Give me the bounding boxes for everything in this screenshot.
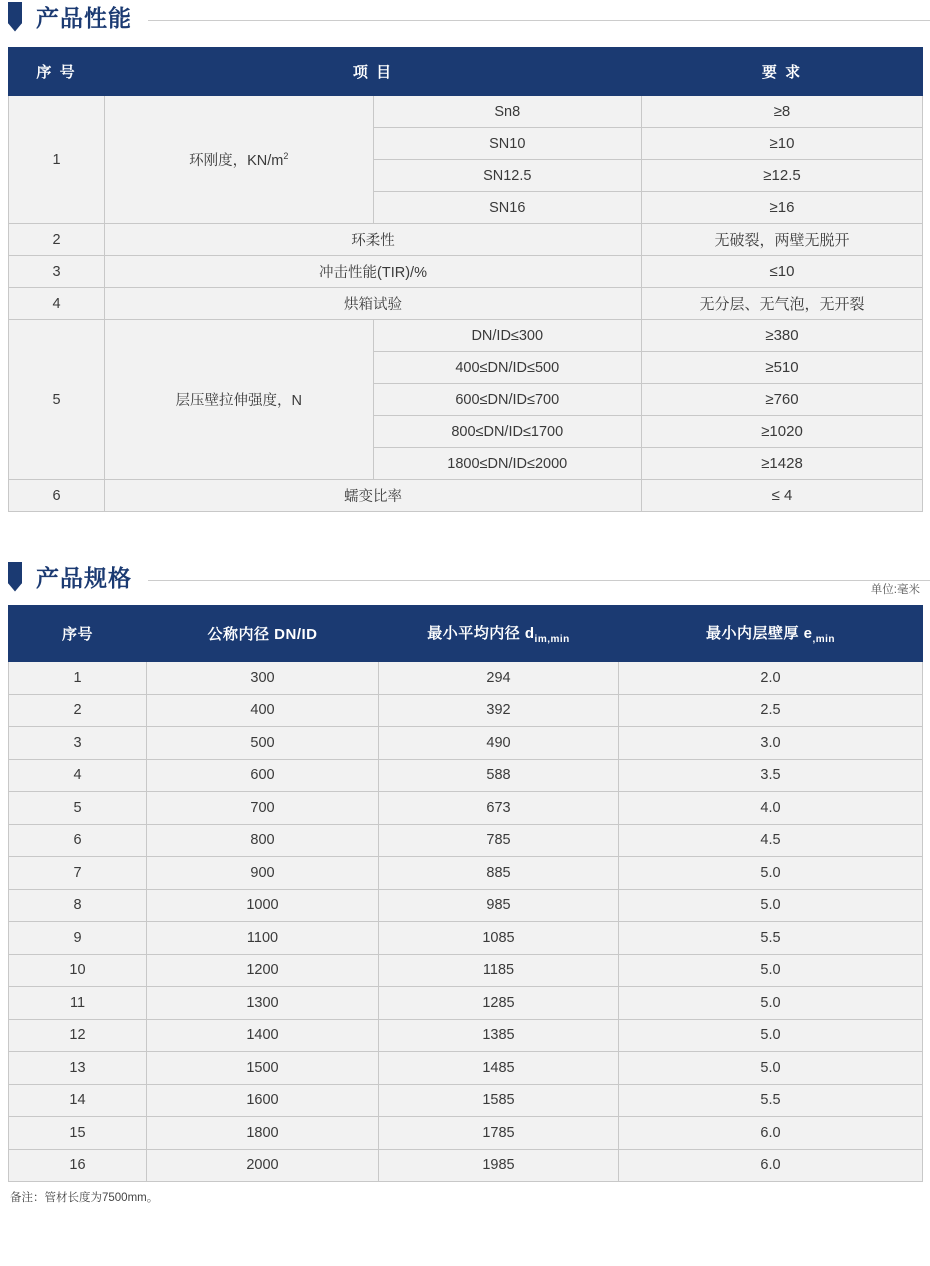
spec-row-index: 9 [9, 922, 147, 955]
spec-row-index: 16 [9, 1149, 147, 1182]
specification-table [8, 605, 923, 1182]
spec-row-index: 8 [9, 889, 147, 922]
row-item-text: 环刚度，KN/m [189, 153, 284, 169]
spec-row-dim: 1085 [379, 922, 619, 955]
spec-row-index: 12 [9, 1019, 147, 1052]
table-row [9, 662, 923, 695]
spec-row-index: 11 [9, 987, 147, 1020]
spec-row-e: 5.5 [619, 1084, 923, 1117]
row-requirement: ≥10 [642, 128, 923, 160]
spec-row-dim: 1185 [379, 954, 619, 987]
unit-note: 单位:毫米 [870, 584, 920, 596]
spec-row-dn: 700 [147, 792, 379, 825]
spec-row-index: 3 [9, 727, 147, 760]
spec-row-dim: 588 [379, 759, 619, 792]
spec-row-e: 4.5 [619, 824, 923, 857]
header-divider [148, 20, 930, 21]
spec-row-dim: 1285 [379, 987, 619, 1020]
spec-row-index: 7 [9, 857, 147, 890]
table-row [9, 1084, 923, 1117]
spec-row-e: 5.0 [619, 987, 923, 1020]
row-item: 冲击性能(TIR)/% [105, 256, 642, 288]
row-requirement: ≤ 4 [642, 480, 923, 512]
specification-footnote: 备注：管材长度为7500mm。 [10, 1192, 159, 1204]
row-subitem: 600≤DN/ID≤700 [373, 384, 642, 416]
performance-title: 产品性能 [36, 5, 132, 31]
spec-row-dn: 2000 [147, 1149, 379, 1182]
spec-col-c2-main: 最小平均内径 d [427, 625, 535, 642]
table-row [9, 954, 923, 987]
spec-row-dim: 785 [379, 824, 619, 857]
table-row [9, 1149, 923, 1182]
row-item: 蠕变比率 [105, 480, 642, 512]
table-row [9, 727, 923, 760]
row-requirement: ≥12.5 [642, 160, 923, 192]
table-row [9, 987, 923, 1020]
spec-row-e: 5.0 [619, 1052, 923, 1085]
spec-row-index: 1 [9, 662, 147, 695]
row-item [105, 96, 374, 224]
table-row [9, 256, 923, 288]
table-row [9, 792, 923, 825]
spec-row-e: 5.0 [619, 954, 923, 987]
table-row [9, 922, 923, 955]
spec-row-index: 4 [9, 759, 147, 792]
row-requirement: ≥8 [642, 96, 923, 128]
spec-row-e: 5.5 [619, 922, 923, 955]
row-index: 2 [9, 224, 105, 256]
table-row [9, 824, 923, 857]
spec-row-dn: 400 [147, 694, 379, 727]
row-item-superscript: 2 [283, 151, 289, 162]
spec-row-index: 15 [9, 1117, 147, 1150]
table-row [9, 288, 923, 320]
row-subitem: DN/ID≤300 [373, 320, 642, 352]
spec-row-dn: 800 [147, 824, 379, 857]
table-row [9, 857, 923, 890]
table-row [9, 1117, 923, 1150]
row-subitem: 400≤DN/ID≤500 [373, 352, 642, 384]
row-item: 环柔性 [105, 224, 642, 256]
table-row [9, 96, 923, 128]
row-index: 1 [9, 96, 105, 224]
perf-col-index: 序 号 [9, 48, 105, 96]
table-row [9, 1019, 923, 1052]
spec-col-min-mean-inner-diameter [379, 606, 619, 662]
spec-row-dn: 500 [147, 727, 379, 760]
spec-row-e: 6.0 [619, 1117, 923, 1150]
row-subitem: 1800≤DN/ID≤2000 [373, 448, 642, 480]
spec-row-dim: 1985 [379, 1149, 619, 1182]
row-requirement: ≥510 [642, 352, 923, 384]
spec-row-e: 5.0 [619, 857, 923, 890]
row-item: 烘箱试验 [105, 288, 642, 320]
spec-row-dim: 1785 [379, 1117, 619, 1150]
performance-section-header [0, 0, 930, 33]
spec-row-e: 4.0 [619, 792, 923, 825]
spec-row-e: 3.5 [619, 759, 923, 792]
spec-row-index: 14 [9, 1084, 147, 1117]
perf-col-item: 项 目 [105, 48, 642, 96]
perf-col-requirement: 要 求 [642, 48, 923, 96]
spec-row-dim: 1385 [379, 1019, 619, 1052]
header-divider [148, 580, 930, 581]
spec-row-dn: 300 [147, 662, 379, 695]
row-requirement: ≥1428 [642, 448, 923, 480]
spec-col-index: 序号 [9, 606, 147, 662]
spec-row-dn: 1100 [147, 922, 379, 955]
row-index: 6 [9, 480, 105, 512]
table-row [9, 480, 923, 512]
spec-row-index: 2 [9, 694, 147, 727]
table-row [9, 694, 923, 727]
spec-row-e: 2.0 [619, 662, 923, 695]
spec-row-dn: 1000 [147, 889, 379, 922]
row-requirement: 无破裂，两壁无脱开 [642, 224, 923, 256]
performance-table [8, 47, 923, 512]
spec-row-index: 10 [9, 954, 147, 987]
table-row [9, 320, 923, 352]
spec-row-index: 5 [9, 792, 147, 825]
row-subitem: Sn8 [373, 96, 642, 128]
spec-row-index: 13 [9, 1052, 147, 1085]
spec-row-dim: 673 [379, 792, 619, 825]
row-requirement: ≥16 [642, 192, 923, 224]
row-subitem: SN12.5 [373, 160, 642, 192]
row-requirement: ≥1020 [642, 416, 923, 448]
row-requirement: ≥760 [642, 384, 923, 416]
spec-row-e: 5.0 [619, 889, 923, 922]
specification-title: 产品规格 [36, 565, 132, 591]
table-header-row [9, 606, 923, 662]
section-marker-icon [8, 2, 22, 32]
spec-col-nominal-diameter: 公称内径 DN/ID [147, 606, 379, 662]
spec-row-dn: 600 [147, 759, 379, 792]
spec-row-dn: 900 [147, 857, 379, 890]
spec-row-dim: 1585 [379, 1084, 619, 1117]
row-item: 层压壁拉伸强度，N [105, 320, 374, 480]
row-index: 3 [9, 256, 105, 288]
spec-row-dim: 1485 [379, 1052, 619, 1085]
spec-row-dn: 1500 [147, 1052, 379, 1085]
spec-row-index: 6 [9, 824, 147, 857]
spec-row-e: 6.0 [619, 1149, 923, 1182]
table-row [9, 889, 923, 922]
row-requirement: ≤10 [642, 256, 923, 288]
row-index: 4 [9, 288, 105, 320]
spec-col-c3-main: 最小内层壁厚 e [705, 625, 813, 642]
spec-row-dn: 1800 [147, 1117, 379, 1150]
spec-row-dim: 392 [379, 694, 619, 727]
spec-row-dim: 490 [379, 727, 619, 760]
spec-row-e: 5.0 [619, 1019, 923, 1052]
row-subitem: 800≤DN/ID≤1700 [373, 416, 642, 448]
spec-row-dim: 885 [379, 857, 619, 890]
spec-row-dim: 294 [379, 662, 619, 695]
table-row [9, 224, 923, 256]
row-requirement: ≥380 [642, 320, 923, 352]
spec-row-dim: 985 [379, 889, 619, 922]
spec-row-dn: 1400 [147, 1019, 379, 1052]
spec-col-c3-sub: ,min [812, 634, 836, 645]
spec-row-dn: 1300 [147, 987, 379, 1020]
row-index: 5 [9, 320, 105, 480]
table-header-row [9, 48, 923, 96]
spec-row-e: 2.5 [619, 694, 923, 727]
row-subitem: SN16 [373, 192, 642, 224]
row-subitem: SN10 [373, 128, 642, 160]
spec-row-dn: 1200 [147, 954, 379, 987]
table-row [9, 1052, 923, 1085]
row-requirement: 无分层、无气泡，无开裂 [642, 288, 923, 320]
spec-row-dn: 1600 [147, 1084, 379, 1117]
table-row [9, 759, 923, 792]
spec-row-e: 3.0 [619, 727, 923, 760]
spec-col-c2-sub: im,min [534, 634, 570, 645]
spec-col-min-inner-wall-thickness [619, 606, 923, 662]
